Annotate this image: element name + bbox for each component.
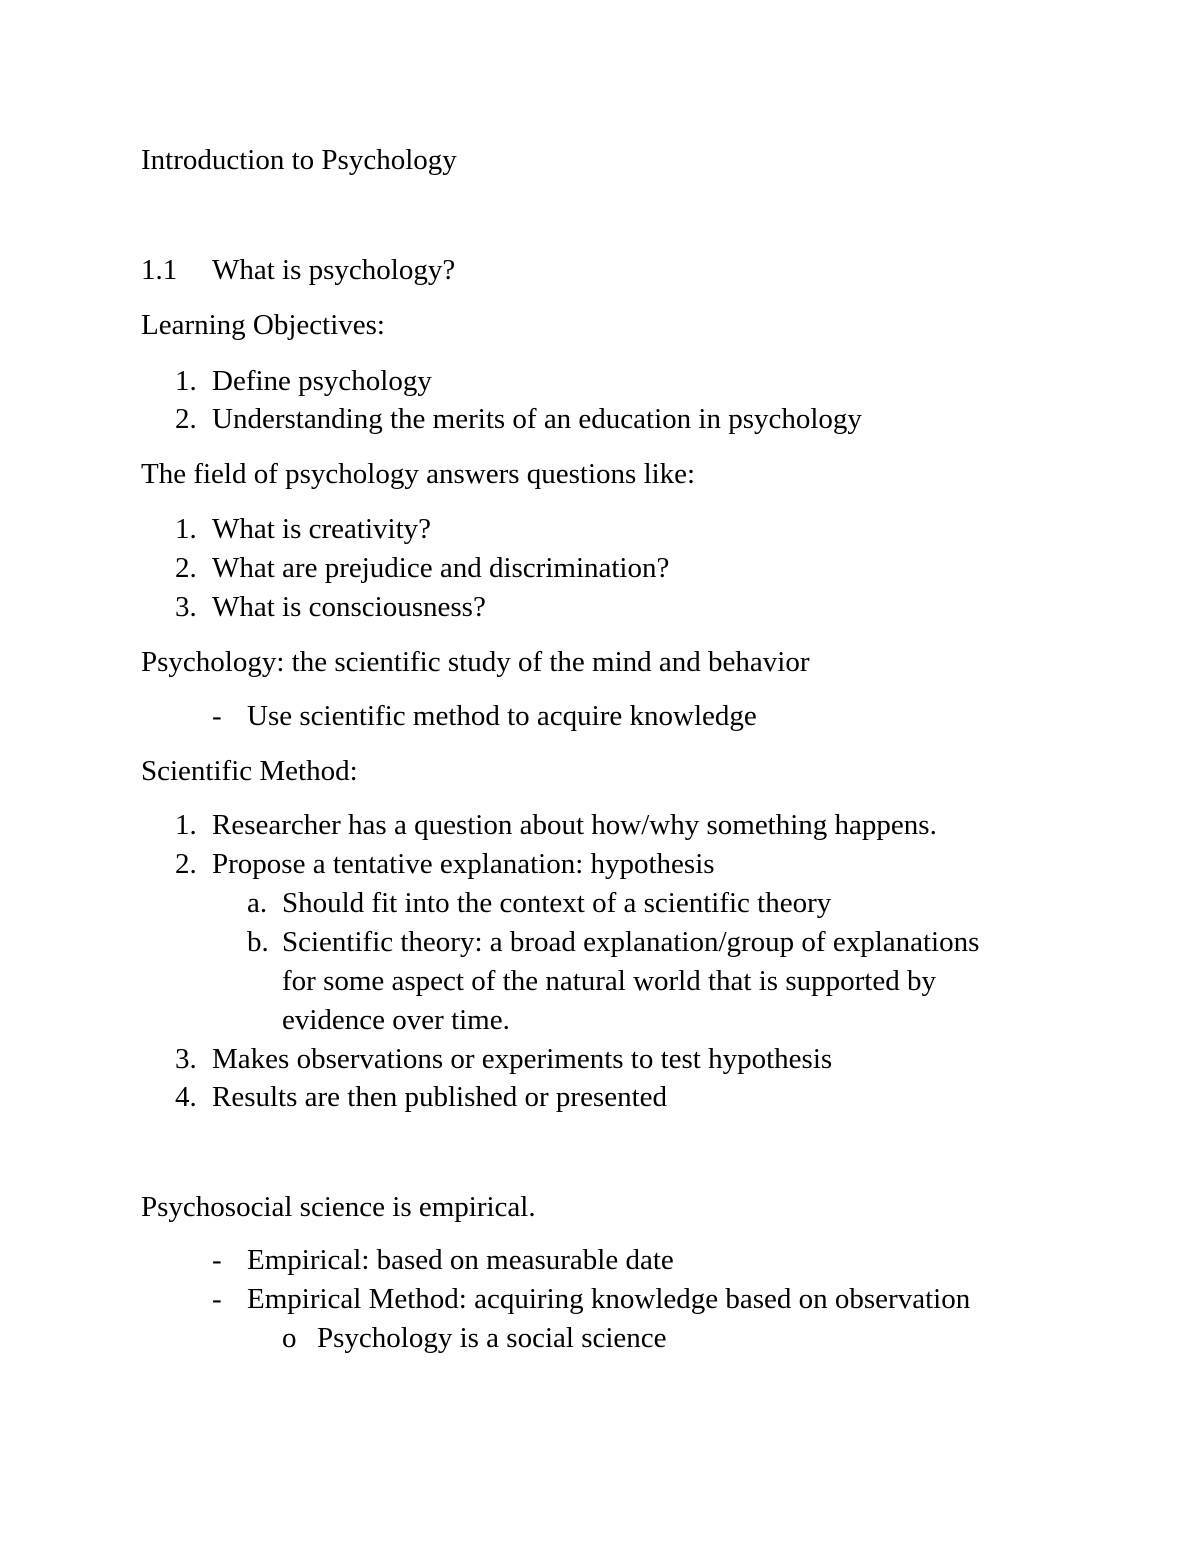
empirical-heading: Psychosocial science is empirical. [141,1191,536,1223]
list-marker: 3. [175,1043,197,1075]
list-marker: 1. [175,365,197,397]
list-item: What is creativity? [212,513,432,545]
section-title: What is psychology? [212,254,456,286]
list-item: Define psychology [212,365,432,397]
scientific-method-heading: Scientific Method: [141,755,358,787]
dash-bullet: - [212,1244,222,1276]
list-marker: 4. [175,1081,197,1113]
sublist-marker: b. [247,926,269,958]
dash-bullet: - [212,1283,222,1315]
list-marker: 1. [175,513,197,545]
sublist-item-continuation: for some aspect of the natural world that is supported by [282,965,936,997]
list-item: Researcher has a question about how/why something happens. [212,809,937,841]
list-marker: 2. [175,552,197,584]
list-item: Empirical Method: acquiring knowledge based on observation [247,1283,971,1315]
list-item: Makes observations or experiments to test hypothesis [212,1043,833,1075]
list-item: What are prejudice and discrimination? [212,552,670,584]
list-marker: 2. [175,403,197,435]
circle-bullet: o [282,1322,297,1354]
questions-heading: The field of psychology answers questions like: [141,458,696,490]
learning-objectives-heading: Learning Objectives: [141,309,385,341]
section-number: 1.1 [141,254,178,286]
list-item: Propose a tentative explanation: hypothesis [212,848,715,880]
list-marker: 3. [175,591,197,623]
list-item: Use scientific method to acquire knowledge [247,700,757,732]
sublist-item-continuation: evidence over time. [282,1004,510,1036]
list-marker: 1. [175,809,197,841]
list-item: Results are then published or presented [212,1081,668,1113]
sublist-item: Scientific theory: a broad explanation/group of explanations [282,926,980,958]
list-marker: 2. [175,848,197,880]
sublist-item: Should fit into the context of a scientific theory [282,887,832,919]
psychology-definition: Psychology: the scientific study of the mind and behavior [141,646,810,678]
list-item: Understanding the merits of an education in psychology [212,403,862,435]
sublist-item: Psychology is a social science [317,1322,667,1354]
sublist-marker: a. [247,887,268,919]
document-title: Introduction to Psychology [141,144,457,176]
dash-bullet: - [212,700,222,732]
list-item: What is consciousness? [212,591,486,623]
list-item: Empirical: based on measurable date [247,1244,674,1276]
